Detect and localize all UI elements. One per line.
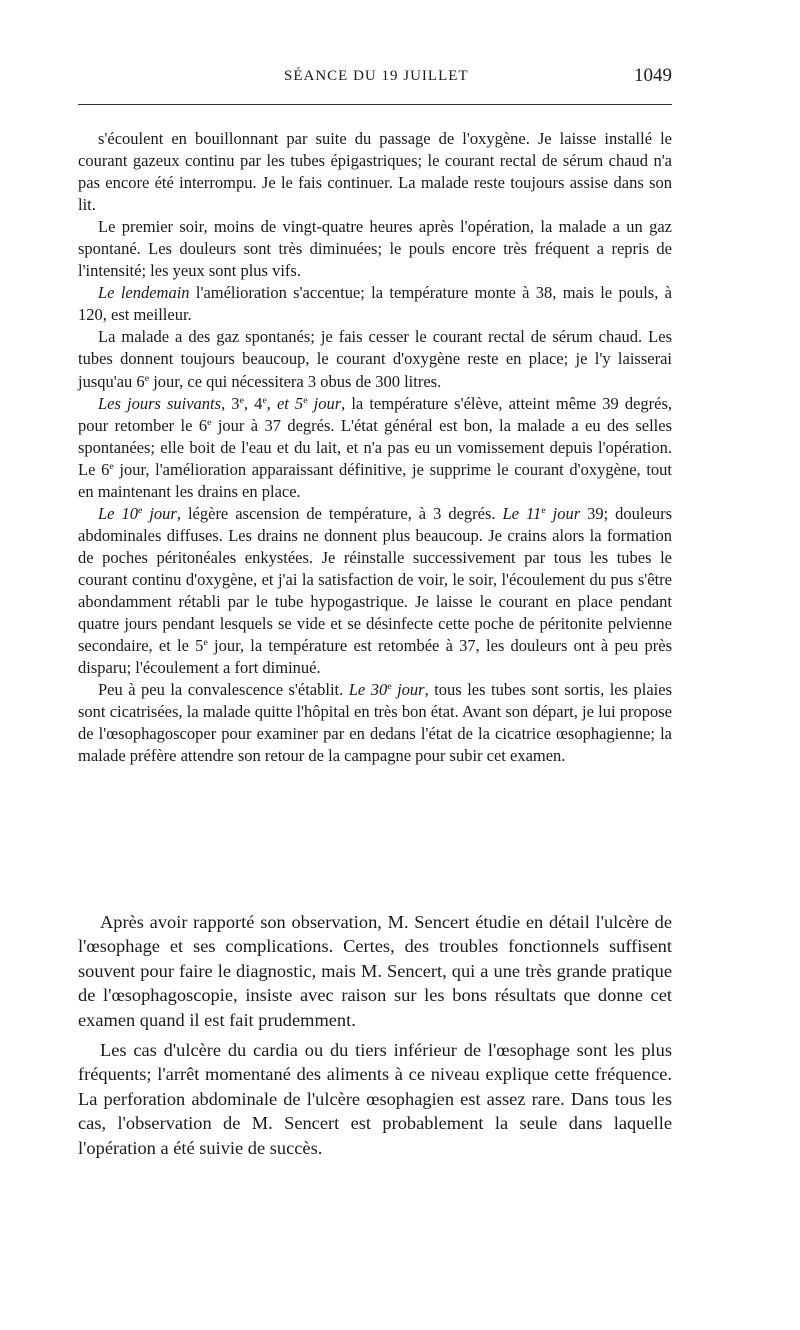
observation-paragraph-2: Le premier soir, moins de vingt-quatre heures après l'opération, la malade a un gaz spontané. Les douleurs sont très diminuées; le pouls encore très fréquent a repris de l'intensité; les yeux sont plus vifs. — [78, 217, 672, 281]
italic-lead: Le 30 — [348, 680, 388, 700]
ordinal-superscript: e — [203, 637, 208, 649]
italic-lead: , et 5 — [266, 393, 304, 413]
observation-paragraph-3 — [78, 282, 672, 326]
italic-lead: jour — [545, 503, 581, 523]
italic-lead: jour — [307, 393, 342, 413]
italic-lead: Le 10 — [98, 503, 138, 523]
paragraph-text: Peu à peu la convalescence s'établit. — [98, 680, 349, 700]
italic-lead: jour — [391, 680, 425, 700]
paragraph-text: , la température s'élève, atteint même 39 degrés, pour retomber le 6 — [78, 393, 673, 435]
paragraph-text: , 4 — [243, 393, 263, 413]
header-title: SÉANCE DU 19 JUILLET — [284, 68, 469, 84]
header-rule — [78, 104, 672, 105]
observation-paragraph-6 — [78, 503, 672, 679]
paragraph-text: , tous les tubes sont sortis, les plaies sont cicatrisées, la malade quitte l'hôpital en très bon état. Avant son départ, je lui propose de l'œsophagoscoper pour examiner par en dedans l'état de la cicatrice œsophagienne; la malade préfère attendre son retour de la campagne pour subir cet examen. — [78, 680, 672, 766]
ordinal-superscript: e — [109, 460, 114, 472]
observation-paragraph-4 — [78, 326, 672, 392]
observation-paragraph-7 — [78, 679, 672, 767]
observation-section — [78, 128, 672, 767]
paragraph-text: jour, l'amélioration apparaissant définitive, je supprime le courant d'oxygène, tout en maintenant les drains en place. — [78, 459, 672, 501]
ordinal-superscript: e — [262, 394, 267, 406]
ordinal-superscript: e — [137, 504, 143, 516]
paragraph-text: l'amélioration s'accentue; la température monte à 38, mais le pouls, à 120, est meilleur. — [78, 283, 672, 325]
paragraph-text: jour, ce qui nécessitera 3 obus de 300 litres. — [149, 371, 442, 391]
observation-paragraph-1: s'écoulent en bouillonnant par suite du passage de l'oxygène. Je laisse installé le courant gazeux continu par les tubes épigastriques; le courant rectal de sérum chaud n'a pas encore été interrompu. Je le fais continuer. La malade reste toujours assise dans son lit. — [78, 129, 672, 215]
running-header — [78, 65, 672, 94]
ordinal-superscript: e — [541, 504, 546, 516]
ordinal-superscript: e — [207, 416, 212, 428]
italic-lead: Les jours suivants — [98, 393, 222, 413]
commentary-paragraph-2: Les cas d'ulcère du cardia ou du tiers inférieur de l'œsophage sont les plus fréquents; l'arrêt momentané des aliments à ce niveau explique cette fréquence. La perforation abdominale de l'ulcère œsophagien est assez rare. Dans tous les cas, l'observation de M. Sencert est probablement la seule dans laquelle l'opération a été suivie de succès. — [78, 1040, 672, 1158]
paragraph-text: La malade a des gaz spontanés; je fais cesser le courant rectal de sérum chaud. Les tubes donnent toujours beaucoup, le courant d'oxygène reste en place; je l'y laisserai jusqu'au 6 — [78, 327, 672, 391]
ordinal-superscript: e — [303, 394, 308, 406]
italic-lead: Le 11 — [502, 503, 542, 523]
italic-lead: jour — [142, 503, 177, 523]
page-number: 1049 — [634, 65, 672, 86]
commentary-section — [78, 910, 672, 1160]
paragraph-text: jour, la température est retombée à 37, les douleurs ont à peu près disparu; l'écoulement a fort diminué. — [78, 636, 673, 678]
ordinal-superscript: e — [144, 372, 150, 384]
paragraph-text: , légère ascension de température, à 3 degrés. — [176, 503, 503, 523]
commentary-paragraph-1: Après avoir rapporté son observation, M. Sencert étudie en détail l'ulcère de l'œsophage et ses complications. Certes, des troubles fonctionnels suffisent souvent pour faire le diagnostic, mais M. Sencert, qui a une très grande pratique de l'œsophagoscopie, insiste avec raison sur les bons résultats que donne cet examen quand il est fait prudemment. — [78, 912, 672, 1030]
ordinal-superscript: e — [239, 394, 244, 406]
ordinal-superscript: e — [387, 681, 392, 693]
paragraph-text: jour à 37 degrés. L'état général est bon, la malade a eu des selles spontanées; elle boit de l'eau et du lait, et n'a pas eu un vomissement depuis l'opération. Le 6 — [78, 415, 672, 479]
paragraph-text: , 3 — [221, 393, 240, 413]
italic-lead: Le lendemain — [98, 283, 190, 303]
paragraph-text: 39; douleurs abdominales diffuses. Les drains ne donnent plus beaucoup. Je crains alors la formation de poches péritonéales enkystées. Je réinstalle successivement par tous les tubes le courant continu d'oxygène, et j'ai la satisfaction de voir, le soir, l'écoulement du pus s'être abondamment rétabli par le tube hypogastrique. Je laisse le courant en place pendant quatre jours pendant lesquels se vide et se désinfecte cette poche de péritonite pelvienne secondaire, et le 5 — [78, 503, 672, 656]
observation-paragraph-5 — [78, 393, 672, 503]
